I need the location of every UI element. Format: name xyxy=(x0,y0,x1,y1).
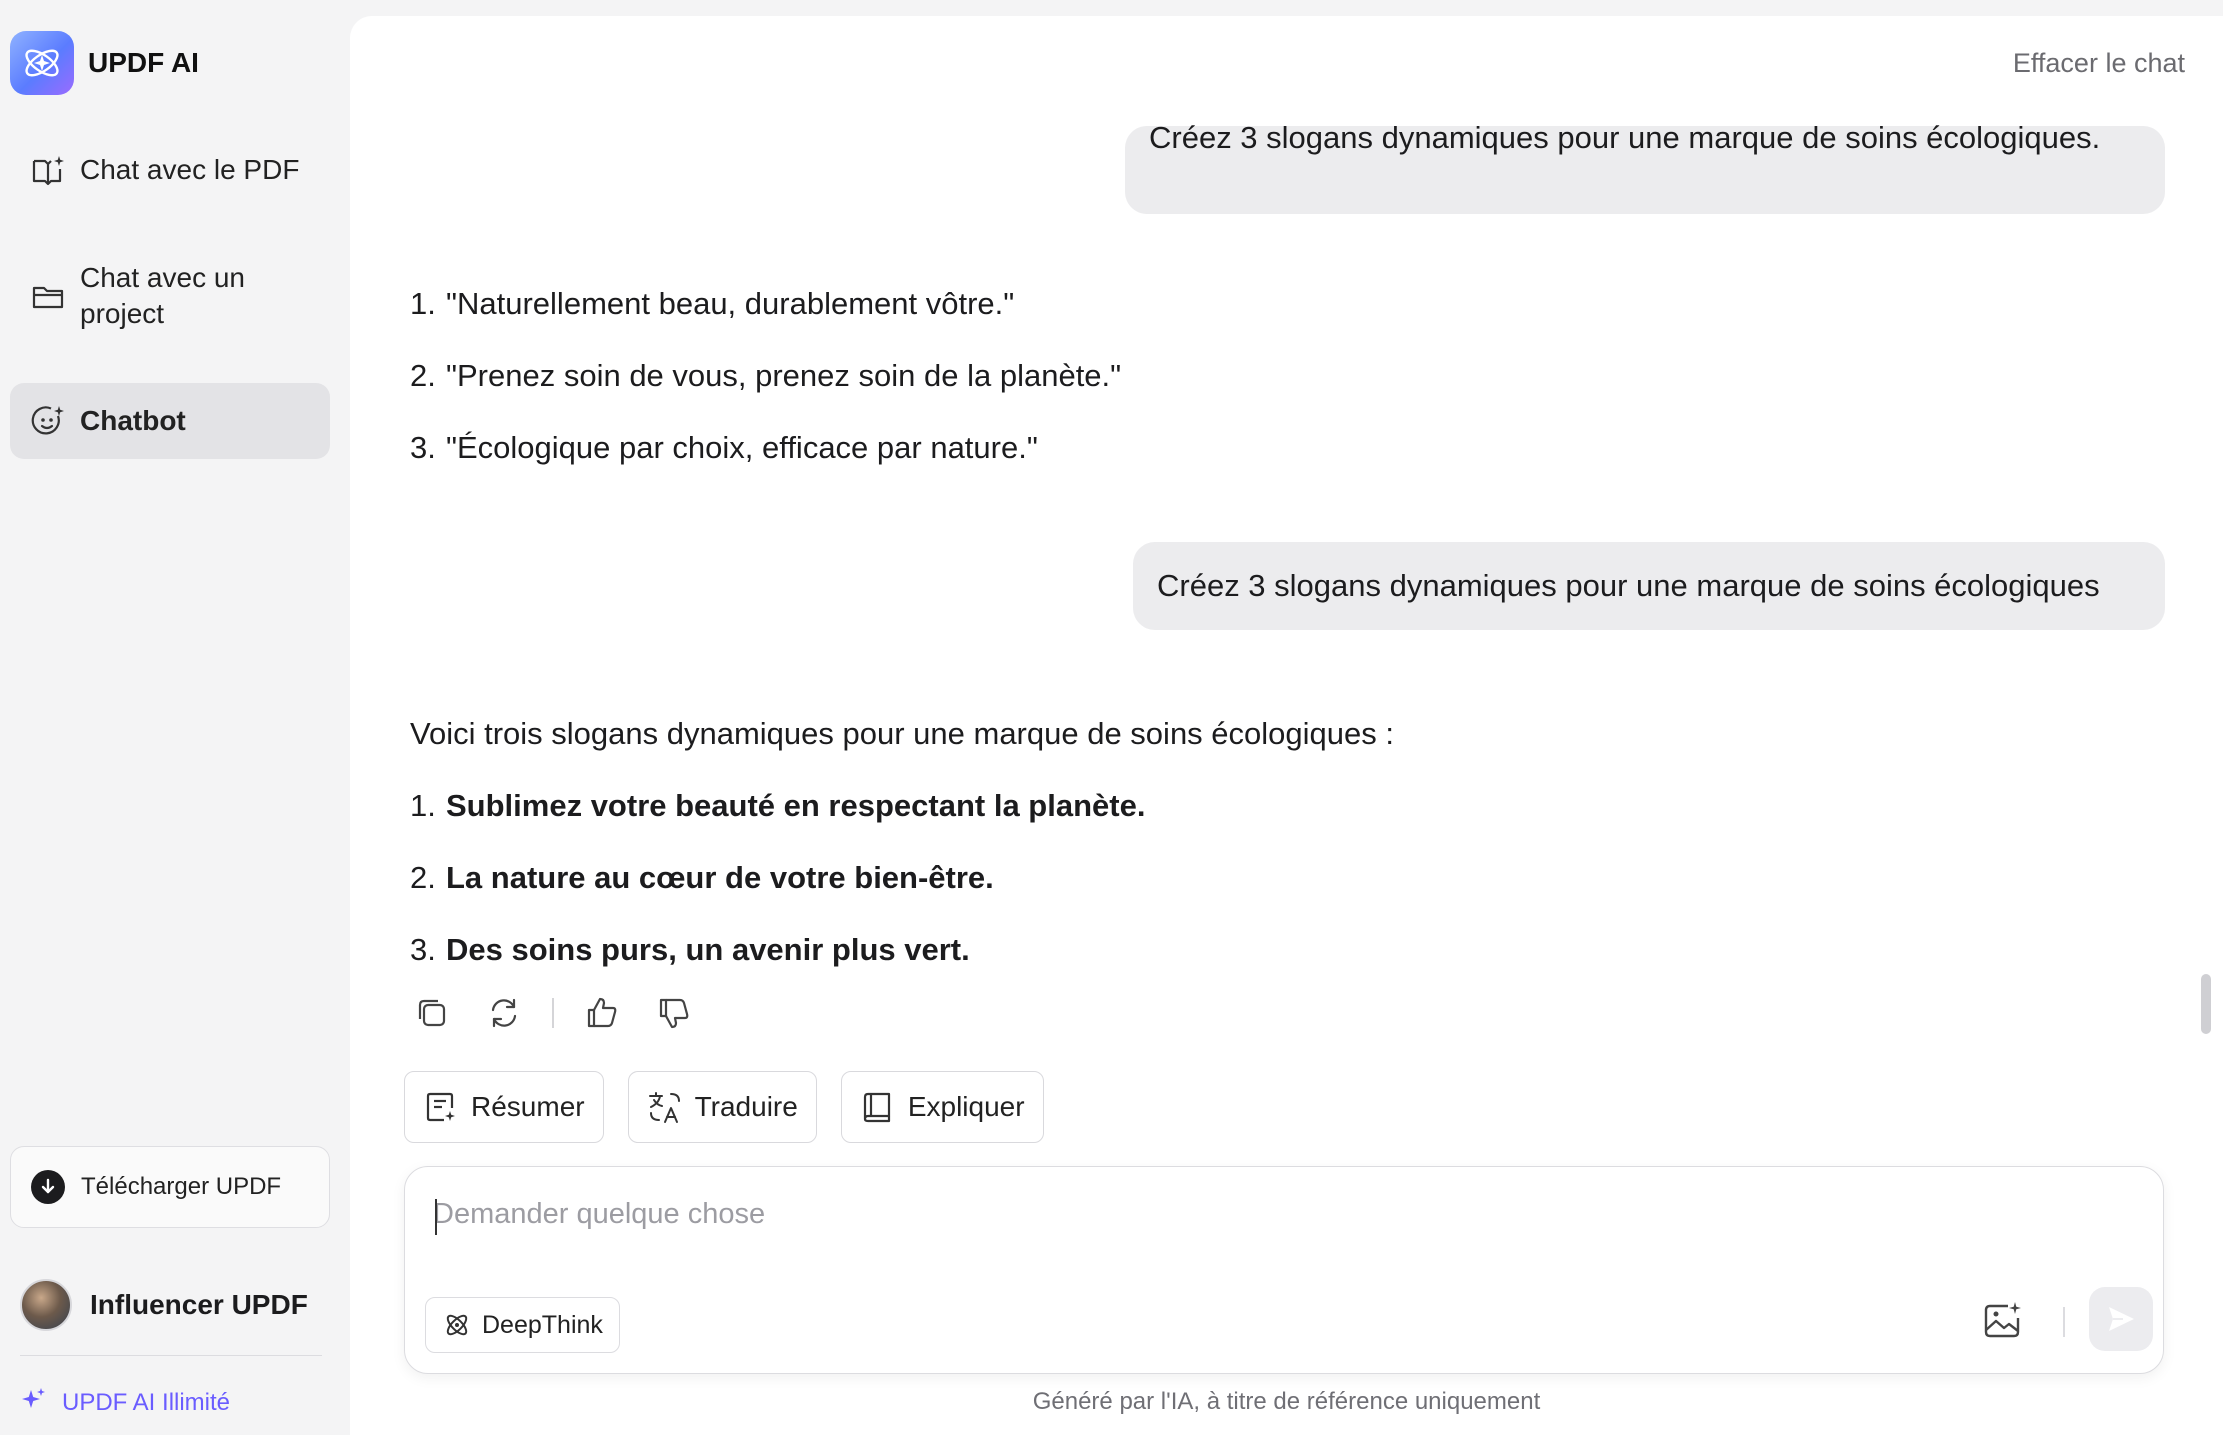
sparkle-icon xyxy=(20,1386,48,1419)
user-message xyxy=(1133,542,2165,630)
list-text: Des soins purs, un avenir plus vert. xyxy=(446,932,970,967)
list-text: "Écologique par choix, efficace par nature." xyxy=(446,430,1038,465)
avatar xyxy=(20,1279,72,1331)
sidebar-item-label: Chat avec un project xyxy=(80,262,245,329)
chat-composer xyxy=(404,1166,2164,1374)
list-number: 2. xyxy=(410,358,436,393)
deepthink-toggle[interactable] xyxy=(425,1297,620,1353)
regenerate-icon[interactable] xyxy=(482,991,526,1035)
send-icon xyxy=(2105,1303,2137,1335)
summarize-button[interactable] xyxy=(404,1071,604,1143)
list-number: 3. xyxy=(410,932,436,967)
explain-book-icon xyxy=(860,1089,896,1125)
assistant-message xyxy=(410,698,1394,986)
sidebar-item-chat-pdf[interactable] xyxy=(10,146,330,194)
list-number: 1. xyxy=(410,788,436,823)
list-number: 2. xyxy=(410,860,436,895)
plan-upgrade-link[interactable] xyxy=(20,1386,230,1419)
list-item xyxy=(410,268,1121,340)
sidebar-item-chatbot[interactable] xyxy=(10,383,330,459)
sidebar-item-label: Chat avec le PDF xyxy=(80,154,300,185)
chat-input[interactable] xyxy=(433,1189,2033,1239)
list-text: La nature au cœur de votre bien-être. xyxy=(446,860,994,895)
download-updf-button[interactable] xyxy=(10,1146,330,1228)
user-message xyxy=(1125,120,2165,214)
explain-button[interactable] xyxy=(841,1071,1044,1143)
ai-disclaimer: Généré par l'IA, à titre de référence uniquement xyxy=(1032,1388,1541,1415)
list-text: Sublimez votre beauté en respectant la planète. xyxy=(446,788,1146,823)
copy-icon[interactable] xyxy=(410,991,454,1035)
updf-ai-logo-icon xyxy=(10,31,74,95)
sidebar-item-chat-project[interactable] xyxy=(10,254,330,338)
list-text: "Naturellement beau, durablement vôtre." xyxy=(446,286,1015,321)
translate-icon xyxy=(647,1089,683,1125)
user-name: Influencer UPDF xyxy=(90,1289,308,1320)
summarize-label: Résumer xyxy=(471,1091,585,1122)
list-item xyxy=(410,340,1121,412)
clear-chat-button[interactable]: Effacer le chat xyxy=(2012,48,2185,78)
quick-actions xyxy=(404,1071,1068,1143)
atom-icon xyxy=(442,1310,472,1340)
summarize-icon xyxy=(423,1089,459,1125)
bot-face-icon xyxy=(30,403,66,439)
list-number: 3. xyxy=(410,430,436,465)
answer-intro: Voici trois slogans dynamiques pour une marque de soins écologiques : xyxy=(410,716,1394,751)
brand-name: UPDF AI xyxy=(88,47,199,78)
explain-label: Expliquer xyxy=(907,1091,1025,1122)
message-actions xyxy=(410,991,724,1035)
chat-scrollbar[interactable] xyxy=(2201,974,2211,1034)
list-item xyxy=(410,842,1394,914)
list-item xyxy=(410,914,1394,986)
send-button[interactable] xyxy=(2089,1287,2153,1351)
composer-separator xyxy=(2063,1307,2065,1337)
text-caret xyxy=(435,1199,437,1235)
list-number: 1. xyxy=(410,286,436,321)
book-sparkle-icon xyxy=(30,152,66,188)
plan-label: UPDF AI Illimité xyxy=(62,1388,231,1416)
download-label: Télécharger UPDF xyxy=(81,1173,282,1200)
folder-icon xyxy=(30,278,66,314)
translate-label: Traduire xyxy=(694,1091,798,1122)
sidebar-divider xyxy=(20,1355,322,1356)
sidebar-item-label: Chatbot xyxy=(80,405,186,436)
user-profile[interactable] xyxy=(20,1279,308,1331)
list-item xyxy=(410,412,1121,484)
assistant-message xyxy=(410,268,1121,484)
deepthink-label: DeepThink xyxy=(482,1310,603,1339)
list-text: "Prenez soin de vous, prenez soin de la planète." xyxy=(446,358,1122,393)
thumbs-up-icon[interactable] xyxy=(580,991,624,1035)
list-item xyxy=(410,770,1394,842)
image-upload-icon[interactable] xyxy=(1977,1295,2029,1347)
chat-panel xyxy=(350,16,2223,1435)
brand[interactable] xyxy=(10,31,199,95)
user-message-text: Créez 3 slogans dynamiques pour une marque de soins écologiques xyxy=(1157,568,2100,603)
download-icon xyxy=(31,1170,65,1204)
sidebar xyxy=(0,0,350,1435)
thumbs-down-icon[interactable] xyxy=(652,991,696,1035)
action-separator xyxy=(552,998,554,1028)
translate-button[interactable] xyxy=(628,1071,817,1143)
user-message-text: Créez 3 slogans dynamiques pour une marque de soins écologiques. xyxy=(1149,120,2101,155)
